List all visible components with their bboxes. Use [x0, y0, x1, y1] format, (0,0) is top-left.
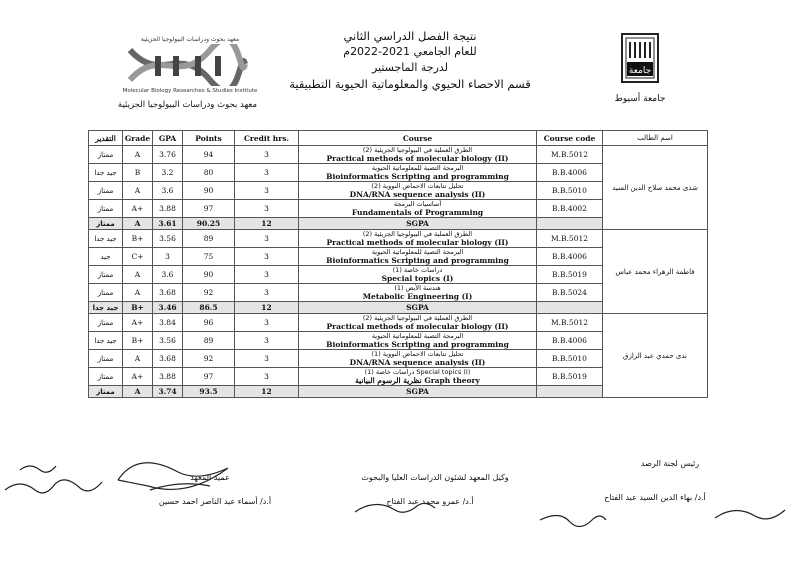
col-header-grade: Grade [123, 131, 153, 146]
course-arabic-name: تحليل تتابعات الاحماض النووية (2) [371, 182, 464, 190]
cell-course [299, 146, 537, 164]
table-row [89, 146, 708, 164]
cell-grade: A [123, 284, 153, 302]
cell-grade-arabic: جيد جدا [89, 332, 123, 350]
course-english-name: DNA/RNA sequence analysis (II) [349, 357, 486, 367]
sgpa-points: 93.5 [183, 386, 235, 398]
cell-points: 96 [183, 314, 235, 332]
cell-grade-arabic: ممتاز [89, 266, 123, 284]
cell-grade: A [123, 146, 153, 164]
cell-grade-arabic: ممتاز [89, 350, 123, 368]
cell-course [299, 332, 537, 350]
cell-grade-arabic: جيد [89, 248, 123, 266]
cell-gpa: 3.68 [153, 284, 183, 302]
cell-gpa: 3.88 [153, 200, 183, 218]
institute-logo [105, 36, 270, 116]
sgpa-gpa: 3.46 [153, 302, 183, 314]
handwritten-signatures-icon [0, 440, 800, 560]
document-header [260, 28, 560, 92]
sgpa-gpa: 3.74 [153, 386, 183, 398]
cell-course-code: B.B.5010 [537, 182, 603, 200]
course-english-name: نظرية الرسوم البيانية Graph theory [355, 375, 480, 385]
cell-student-name: شذى محمد صلاح الدين السيد [603, 146, 708, 230]
course-english-name: Practical methods of molecular biology (II) [326, 237, 509, 247]
cell-course-code: B.B.5024 [537, 284, 603, 302]
signature-name-committee-head: أ.د/ بهاء الدين السيد عبد الفتاح [604, 493, 706, 502]
header-semester: نتيجة الفصل الدراسي الثاني [343, 29, 477, 43]
course-arabic-name: دراسات خاصة (1) [392, 266, 443, 274]
cell-points: 90 [183, 266, 235, 284]
svg-text:جامعة: جامعة [628, 66, 652, 76]
sgpa-label: SGPA [299, 386, 537, 398]
sgpa-grade-arabic: ممتاز [89, 386, 123, 398]
col-header-course: Course [299, 131, 537, 146]
signature-name-dean: أ.د/ أسماء عبد الناصر احمد حسين [158, 497, 272, 506]
cell-gpa: 3.68 [153, 350, 183, 368]
sgpa-points: 90.25 [183, 218, 235, 230]
cell-grade: A+ [123, 200, 153, 218]
sgpa-credit: 12 [235, 218, 299, 230]
table-row [89, 230, 708, 248]
cell-grade-arabic: ممتاز [89, 200, 123, 218]
col-header-credit: Credit hrs. [235, 131, 299, 146]
cell-course [299, 350, 537, 368]
course-arabic-name: الطرق العملية في البيولوجيا الجزيئية (2) [362, 146, 473, 154]
cell-credit: 3 [235, 284, 299, 302]
cell-grade: A [123, 350, 153, 368]
sgpa-empty [537, 302, 603, 314]
cell-gpa: 3.56 [153, 332, 183, 350]
cell-credit: 3 [235, 248, 299, 266]
cell-course-code: B.B.4006 [537, 332, 603, 350]
course-english-name: Metabolic Engineering (I) [362, 291, 473, 301]
course-english-name: Fundamentals of Programming [351, 207, 484, 217]
cell-grade-arabic: جيد جدا [89, 164, 123, 182]
cell-course [299, 266, 537, 284]
sgpa-grade-arabic: جيد جدا [89, 302, 123, 314]
cell-credit: 3 [235, 332, 299, 350]
course-arabic-name: البرمجة التصية للمعلوماتية الحيوية [371, 332, 464, 340]
signature-title: رئيس لجنة الرصد [640, 459, 700, 468]
cell-grade-arabic: ممتاز [89, 284, 123, 302]
cell-credit: 3 [235, 350, 299, 368]
table-row [89, 314, 708, 332]
course-arabic-name: هندسة الأيض (1) [394, 284, 441, 292]
cell-credit: 3 [235, 182, 299, 200]
signature-title-dean: عميد المعهد [190, 473, 230, 482]
table-header-row [89, 131, 708, 146]
cell-course-code: B.B.5019 [537, 266, 603, 284]
header-department: قسم الاحصاء الحيوي والمعلوماتية الحيوية التطبيقية [289, 77, 531, 91]
cell-course [299, 368, 537, 386]
cell-points: 92 [183, 284, 235, 302]
cell-points: 97 [183, 368, 235, 386]
cell-points: 80 [183, 164, 235, 182]
course-arabic-name: الطرق العملية في البيولوجيا الجزيئية (2) [362, 230, 473, 238]
cell-points: 89 [183, 332, 235, 350]
course-arabic-name: تحليل تتابعات الاحماض النووية (1) [371, 350, 464, 358]
sgpa-points: 86.5 [183, 302, 235, 314]
cell-grade-arabic: ممتاز [89, 314, 123, 332]
course-arabic-name: الطرق العملية في البيولوجيا الجزيئية (2) [362, 314, 473, 322]
sgpa-label: SGPA [299, 218, 537, 230]
cell-gpa: 3.6 [153, 182, 183, 200]
cell-grade-arabic: ممتاز [89, 368, 123, 386]
cell-course [299, 164, 537, 182]
cell-points: 94 [183, 146, 235, 164]
sgpa-grade-arabic: ممتاز [89, 218, 123, 230]
sgpa-grade: A [123, 386, 153, 398]
sgpa-empty [537, 386, 603, 398]
course-english-name: Special topics (I) [381, 273, 454, 283]
dna-helix-logo-icon [125, 44, 250, 86]
cell-credit: 3 [235, 314, 299, 332]
cell-credit: 3 [235, 164, 299, 182]
course-english-name: Bioinformatics Scripting and programming [326, 339, 509, 349]
col-header-gpa: GPA [153, 131, 183, 146]
cell-course [299, 182, 537, 200]
university-emblem-icon [600, 24, 680, 94]
cell-points: 75 [183, 248, 235, 266]
cell-credit: 3 [235, 266, 299, 284]
cell-course-code: B.B.4002 [537, 200, 603, 218]
course-english-name: Bioinformatics Scripting and programming [326, 171, 509, 181]
cell-course [299, 248, 537, 266]
cell-grade: A+ [123, 314, 153, 332]
signature-title-vice-dean: وكيل المعهد لشئون الدراسات العليا والبحوث [361, 473, 509, 482]
institute-logo-top-text: معهد بحوث ودراسات البيولوجيا الجزيئية [140, 36, 240, 43]
sgpa-gpa: 3.61 [153, 218, 183, 230]
cell-course-code: M.B.5012 [537, 314, 603, 332]
cell-course [299, 230, 537, 248]
cell-points: 97 [183, 200, 235, 218]
cell-grade: A [123, 182, 153, 200]
cell-points: 92 [183, 350, 235, 368]
course-arabic-name: البرمجة التصية للمعلوماتية الحيوية [371, 164, 464, 172]
cell-course [299, 200, 537, 218]
cell-course-code: B.B.5019 [537, 368, 603, 386]
cell-gpa: 3.76 [153, 146, 183, 164]
cell-grade: B+ [123, 230, 153, 248]
cell-credit: 3 [235, 200, 299, 218]
cell-points: 89 [183, 230, 235, 248]
course-arabic-name: أساسيات البرمجة [393, 200, 442, 208]
header-year: للعام الجامعي 2021-2022م [343, 45, 477, 58]
course-arabic-name: البرمجة التصية للمعلوماتية الحيوية [371, 248, 464, 256]
cell-gpa: 3.2 [153, 164, 183, 182]
cell-grade: B+ [123, 332, 153, 350]
institute-caption: معهد بحوث ودراسات البيولوجيا الجزيئية [117, 100, 258, 110]
cell-grade-arabic: ممتاز [89, 146, 123, 164]
sgpa-empty [537, 218, 603, 230]
signature-name-vice-dean: أ.د/ عمرو محمد عبد الفتاح [386, 497, 474, 506]
assiut-university-logo [600, 24, 680, 114]
cell-gpa: 3.56 [153, 230, 183, 248]
cell-credit: 3 [235, 146, 299, 164]
cell-student-name: فاطمة الزهراء محمد عباس [603, 230, 708, 314]
cell-course [299, 314, 537, 332]
course-english-name: Practical methods of molecular biology (II) [326, 153, 509, 163]
cell-grade: C+ [123, 248, 153, 266]
cell-credit: 3 [235, 230, 299, 248]
sgpa-grade: B+ [123, 302, 153, 314]
col-header-grade-arabic: التقدير [89, 131, 123, 146]
cell-gpa: 3 [153, 248, 183, 266]
cell-grade: B [123, 164, 153, 182]
cell-grade-arabic: ممتاز [89, 182, 123, 200]
course-english-name: DNA/RNA sequence analysis (II) [349, 189, 486, 199]
cell-course-code: B.B.4006 [537, 248, 603, 266]
sgpa-credit: 12 [235, 386, 299, 398]
course-english-name: Bioinformatics Scripting and programming [326, 255, 509, 265]
cell-points: 90 [183, 182, 235, 200]
cell-gpa: 3.84 [153, 314, 183, 332]
sgpa-grade: A [123, 218, 153, 230]
institute-logo-english-text: Molecular Biology Researches & Studies Institute [122, 88, 258, 94]
university-caption: جامعة أسيوط [614, 94, 666, 104]
col-header-student-name: اسم الطالب [603, 131, 708, 146]
sgpa-label: SGPA [299, 302, 537, 314]
cell-grade-arabic: جيد جدا [89, 230, 123, 248]
col-header-code: Course code [537, 131, 603, 146]
cell-course-code: B.B.5010 [537, 350, 603, 368]
cell-grade: A [123, 266, 153, 284]
cell-student-name: ندى حمدي عبد الرازق [603, 314, 708, 398]
header-degree: لدرجة الماجستير [371, 61, 449, 74]
cell-course-code: M.B.5012 [537, 230, 603, 248]
cell-grade: A+ [123, 368, 153, 386]
cell-credit: 3 [235, 368, 299, 386]
course-english-name: Practical methods of molecular biology (II) [326, 321, 509, 331]
cell-course-code: B.B.4006 [537, 164, 603, 182]
cell-course-code: M.B.5012 [537, 146, 603, 164]
results-table [88, 130, 708, 398]
cell-gpa: 3.6 [153, 266, 183, 284]
course-arabic-name: Special topics (I) دراسات خاصة (1) [364, 368, 471, 376]
cell-gpa: 3.88 [153, 368, 183, 386]
sgpa-credit: 12 [235, 302, 299, 314]
col-header-points: Points [183, 131, 235, 146]
cell-course [299, 284, 537, 302]
